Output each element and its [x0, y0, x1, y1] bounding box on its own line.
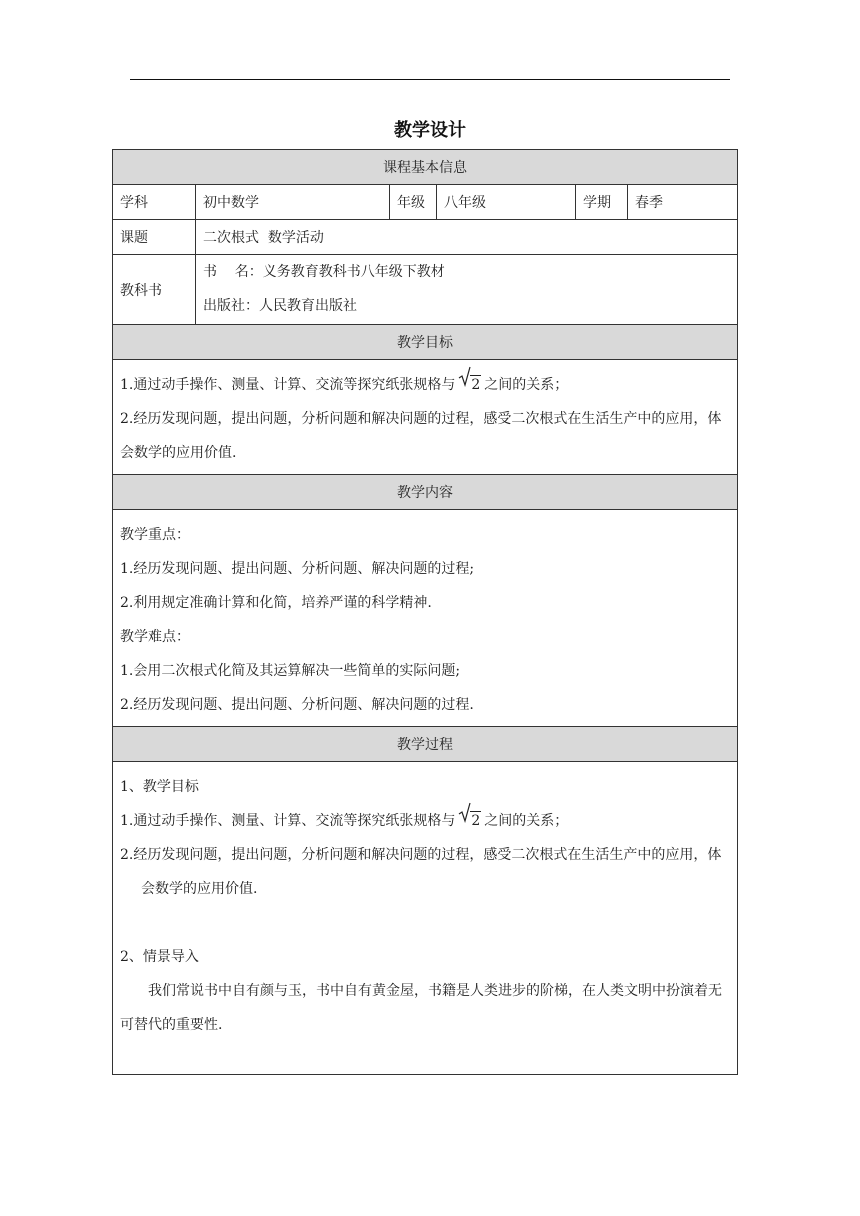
grade-label: 年级: [390, 185, 437, 220]
process-objective-1-text: 1.通过动手操作、测量、计算、交流等探究纸张规格与: [120, 813, 456, 829]
process-body-row: [113, 762, 738, 1075]
sqrt-radicand: 2: [471, 813, 481, 829]
header-rule: [130, 79, 730, 80]
term-label: 学期: [576, 185, 628, 220]
difficulty-2: 2.经历发现问题、提出问题、分析问题、解决问题的过程.: [120, 697, 474, 713]
objective-1-text: 1.通过动手操作、测量、计算、交流等探究纸张规格与: [120, 377, 456, 393]
process-objective-item-1: [120, 804, 730, 838]
content-body: [113, 510, 738, 727]
objective-item-1: [120, 368, 730, 402]
sqrt-symbol: [458, 804, 481, 838]
key-points-title: 教学重点：: [120, 527, 190, 543]
objectives-body: [113, 360, 738, 475]
process-objective-1-suffix: 之间的关系；: [484, 813, 569, 829]
intro-paragraph: 我们常说书中自有颜与玉，书中自有黄金屋，书籍是人类进步的阶梯，在人类文明中扮演着无可替代的重要性.: [120, 983, 722, 1033]
difficulty-title: 教学难点：: [120, 629, 190, 645]
objective-item-2: 2.经历发现问题，提出问题，分析问题和解决问题的过程，感受二次根式在生活生产中的应用，体会数学的应用价值.: [120, 411, 722, 461]
lesson-plan-table: [112, 149, 738, 1075]
objective-1-suffix: 之间的关系；: [484, 377, 569, 393]
process-section-2-title: 2、情景导入: [120, 949, 199, 965]
basic-info-header-row: [113, 150, 738, 185]
subject-row: [113, 185, 738, 220]
process-body: [113, 762, 738, 1075]
sqrt-symbol: [458, 368, 481, 402]
key-point-2: 2.利用规定准确计算和化简，培养严谨的科学精神.: [120, 595, 432, 611]
textbook-value: [196, 255, 738, 325]
process-header: 教学过程: [113, 727, 738, 762]
term-value: 春季: [628, 185, 738, 220]
grade-value: 八年级: [437, 185, 576, 220]
topic-value: 二次根式 数学活动: [196, 220, 738, 255]
textbook-label: 教科书: [113, 255, 196, 325]
process-header-row: [113, 727, 738, 762]
subject-label: 学科: [113, 185, 196, 220]
difficulty-1: 1.会用二次根式化简及其运算解决一些简单的实际问题;: [120, 663, 461, 679]
textbook-publisher: 出版社：人民教育出版社: [203, 298, 357, 314]
objectives-header-row: [113, 325, 738, 360]
key-point-1: 1.经历发现问题、提出问题、分析问题、解决问题的过程;: [120, 561, 475, 577]
process-section-1-title: 1、教学目标: [120, 779, 199, 795]
objectives-header: 教学目标: [113, 325, 738, 360]
content-body-row: [113, 510, 738, 727]
content-header-row: [113, 475, 738, 510]
textbook-row: [113, 255, 738, 325]
sqrt-radicand: 2: [471, 377, 481, 393]
topic-row: [113, 220, 738, 255]
topic-label: 课题: [113, 220, 196, 255]
content-header: 教学内容: [113, 475, 738, 510]
objectives-body-row: [113, 360, 738, 475]
basic-info-header: 课程基本信息: [113, 150, 738, 185]
document-title: 教学设计: [394, 120, 466, 141]
blank-line: [120, 906, 730, 940]
subject-value: 初中数学: [196, 185, 390, 220]
process-objective-item-2: 2.经历发现问题，提出问题，分析问题和解决问题的过程，感受二次根式在生活生产中的应用，体会数学的应用价值.: [120, 847, 722, 897]
textbook-name: 书 名：义务教育教科书八年级下教材: [203, 264, 445, 280]
